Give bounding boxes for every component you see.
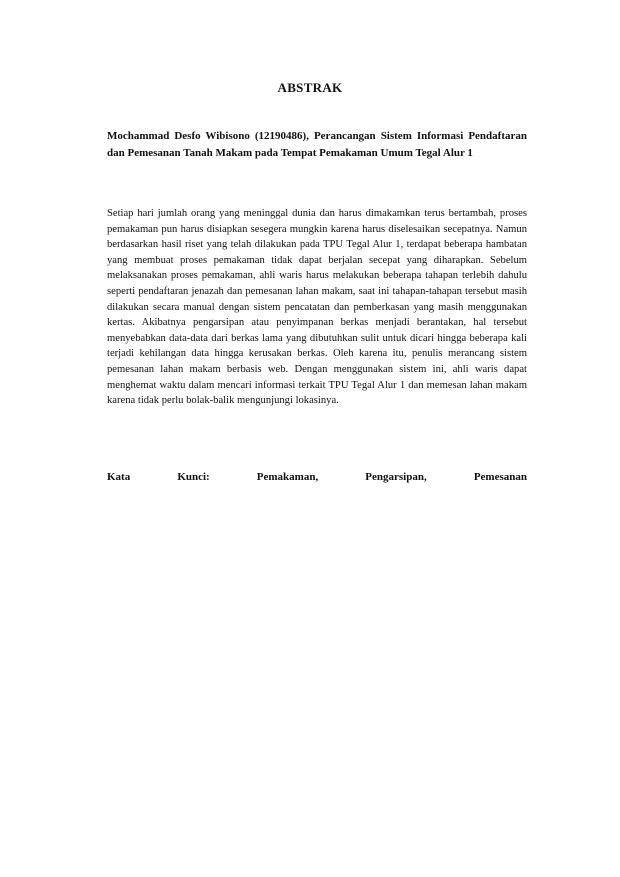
- author-info: Mochammad Desfo Wibisono (12190486), Perancangan Sistem Informasi Pendaftaran dan Pemesanan Tanah Makam pada Tempat Pemakaman Umum Tegal Alur 1: [107, 130, 527, 159]
- keywords-label-word1: Kata: [107, 471, 131, 483]
- keyword-item: Pengarsipan,: [365, 471, 427, 483]
- keyword-item: Pemesanan: [473, 471, 527, 483]
- keywords-label-word2: Kunci:: [177, 471, 210, 483]
- keyword-item: Pemakaman,: [256, 471, 319, 483]
- abstract-paragraph: Setiap hari jumlah orang yang meninggal dunia dan harus dimakamkan terus bertambah, proses pemakaman pun harus disiapkan sesegera mungkin karena harus diselesaikan secepatnya. Namun berdasarkan hasil riset yang telah dilakukan pada TPU Tegal Alur 1, terdapat beberapa hambatan yang membuat proses pemakaman tidak dapat berjalan secepat yang diharapkan. Sebelum melaksanakan proses pemakaman, ahli waris harus melakukan beberapa tahapan terlebih dahulu seperti pendaftaran jenazah dan pemesanan lahan makam, saat ini tahapan-tahapan tersebut masih dilakukan secara manual dengan sistem pencatatan dan pemberkasan yang masih menggunakan kertas. Akibatnya pengarsipan atau penyimpanan berkas menjadi berantakan, hal tersebut menyebabkan data-data dari berkas lama yang dibutuhkan sulit untuk dicari hingga beberapa kali terjadi kehilangan data hingga kerusakan berkas. Oleh karena itu, penulis merancang sistem pemesanan lahan makam berbasis web. Dengan menggunakan sistem ini, ahli waris dapat menghemat waktu dalam mencari informasi terkait TPU Tegal Alur 1 dan memesan lahan makam karena tidak perlu bolak-balik mengunjungi lokasinya.: [107, 208, 527, 407]
- keywords-line: [107, 469, 527, 485]
- page-title: ABSTRAK: [277, 80, 343, 95]
